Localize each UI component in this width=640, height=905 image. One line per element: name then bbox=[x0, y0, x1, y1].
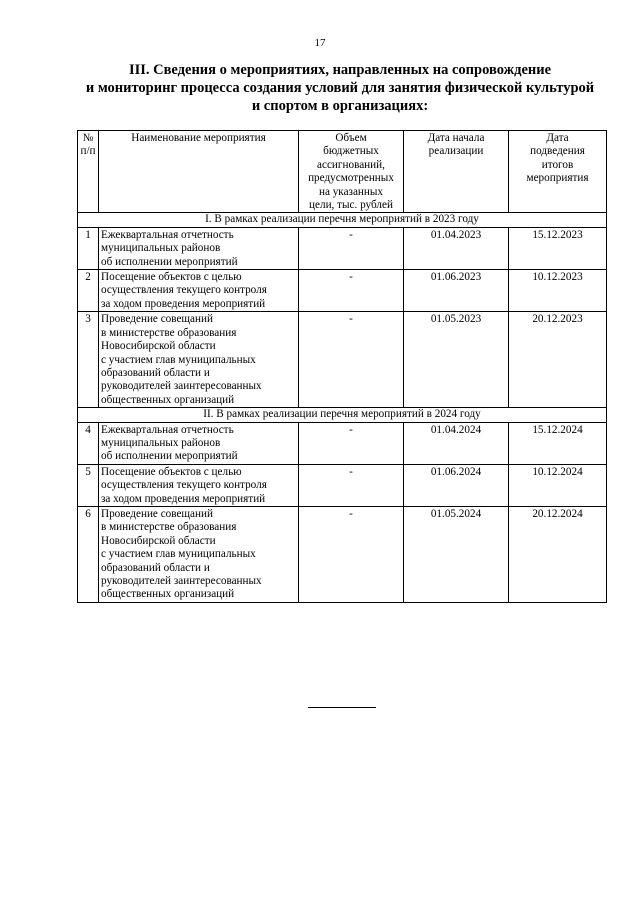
section-title bbox=[60, 61, 620, 115]
row-end-date: 20.12.2023 bbox=[509, 312, 607, 408]
section-title-line-1: III. Сведения о мероприятиях, направленных на сопровождение bbox=[128, 62, 552, 78]
section-row-2024 bbox=[78, 408, 607, 422]
row-budget: - bbox=[299, 464, 404, 506]
row-end-date: 10.12.2023 bbox=[509, 270, 607, 312]
row-number: 6 bbox=[78, 506, 99, 602]
row-start-date: 01.05.2024 bbox=[404, 506, 509, 602]
row-end-date: 10.12.2024 bbox=[509, 464, 607, 506]
row-number: 4 bbox=[78, 422, 99, 464]
section-title-2023: I. В рамках реализации перечня мероприятий в 2023 году bbox=[78, 213, 607, 227]
table-row bbox=[78, 422, 607, 464]
row-event-name: Посещение объектов с целью осуществления текущего контроля за ходом проведения мероприятий bbox=[99, 270, 299, 312]
row-start-date: 01.06.2024 bbox=[404, 464, 509, 506]
table-header-row bbox=[78, 131, 607, 213]
row-budget: - bbox=[299, 422, 404, 464]
row-event-name: Ежеквартальная отчетность муниципальных районов об исполнении мероприятий bbox=[99, 422, 299, 464]
events-table bbox=[77, 130, 607, 603]
row-budget: - bbox=[299, 312, 404, 408]
row-event-name: Посещение объектов с целью осуществления текущего контроля за ходом проведения мероприятий bbox=[99, 464, 299, 506]
row-start-date: 01.04.2023 bbox=[404, 227, 509, 269]
section-title-line-3: и спортом в организациях: bbox=[251, 98, 429, 114]
table-row bbox=[78, 312, 607, 408]
row-end-date: 15.12.2024 bbox=[509, 422, 607, 464]
row-budget: - bbox=[299, 506, 404, 602]
table-row bbox=[78, 270, 607, 312]
section-title-2024: II. В рамках реализации перечня мероприятий в 2024 году bbox=[78, 408, 607, 422]
row-start-date: 01.06.2023 bbox=[404, 270, 509, 312]
row-number: 5 bbox=[78, 464, 99, 506]
row-event-name: Ежеквартальная отчетность муниципальных районов об исполнении мероприятий bbox=[99, 227, 299, 269]
header-event-name: Наименование мероприятия bbox=[99, 131, 299, 213]
header-start-date: Дата начала реализации bbox=[404, 131, 509, 213]
row-number: 1 bbox=[78, 227, 99, 269]
header-end-date: Дата подведения итогов мероприятия bbox=[509, 131, 607, 213]
row-end-date: 20.12.2024 bbox=[509, 506, 607, 602]
row-budget: - bbox=[299, 270, 404, 312]
page-number: 17 bbox=[314, 37, 326, 49]
row-end-date: 15.12.2023 bbox=[509, 227, 607, 269]
table-row bbox=[78, 506, 607, 602]
row-budget: - bbox=[299, 227, 404, 269]
row-start-date: 01.05.2023 bbox=[404, 312, 509, 408]
header-budget: Объем бюджетных ассигнований, предусмотренных на указанных цели, тыс. рублей bbox=[299, 131, 404, 213]
section-title-line-2: и мониторинг процесса создания условий для занятия физической культурой bbox=[85, 80, 595, 96]
section-row-2023 bbox=[78, 213, 607, 227]
table-row bbox=[78, 464, 607, 506]
table-row bbox=[78, 227, 607, 269]
row-event-name: Проведение совещаний в министерстве образования Новосибирской области с участием глав муниципальных образований области и руководителей заинтересованных общественных организаций bbox=[99, 312, 299, 408]
end-of-document-rule bbox=[308, 707, 376, 708]
row-number: 2 bbox=[78, 270, 99, 312]
row-start-date: 01.04.2024 bbox=[404, 422, 509, 464]
row-event-name: Проведение совещаний в министерстве образования Новосибирской области с участием глав муниципальных образований области и руководителей заинтересованных общественных организаций bbox=[99, 506, 299, 602]
header-number: № п/п bbox=[78, 131, 99, 213]
row-number: 3 bbox=[78, 312, 99, 408]
